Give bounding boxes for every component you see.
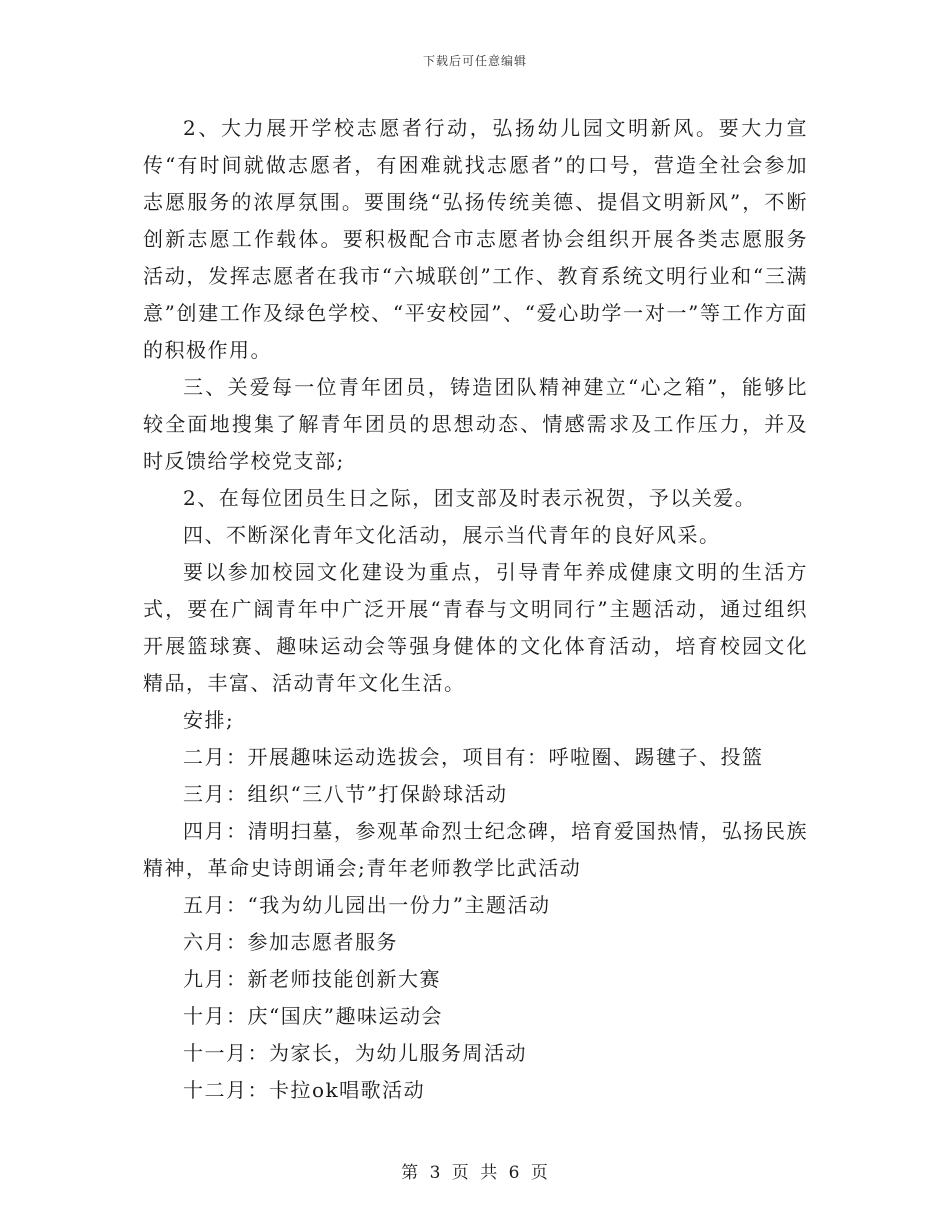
schedule-item-apr: 四月：清明扫墓，参观革命烈士纪念碑，培育爱国热情，弘扬民族精神，革命史诗朗诵会;青年老师教学比武活动 xyxy=(143,819,808,880)
schedule-item-may: 五月：“我为幼儿园出一份力”主题活动 xyxy=(183,893,551,917)
schedule-item-feb: 二月：开展趣味运动选拔会，项目有：呼啦圈、踢毽子、投篮 xyxy=(183,745,764,769)
paragraph-care-members: 三、关爱每一位青年团员，铸造团队精神建立“心之箱”，能够比较全面地搜集了解青年团员的思想动态、情感需求及工作压力，并及时反馈给学校党支部; xyxy=(143,375,808,473)
footer-suffix: 页 xyxy=(530,1163,549,1183)
paragraph-birthday: 2、在每位团员生日之际，团支部及时表示祝贺，予以关爱。 xyxy=(183,486,757,510)
footer-page-word: 页 xyxy=(451,1163,470,1183)
paragraph-culture-heading: 四、不断深化青年文化活动，展示当代青年的良好风采。 xyxy=(183,523,721,547)
footer-total-word: 共 xyxy=(480,1163,499,1183)
paragraph-culture-body: 要以参加校园文化建设为重点，引导青年养成健康文明的生活方式，要在广阔青年中广泛开展“青春与文明同行”主题活动，通过组织开展篮球赛、趣味运动会等强身健体的文化体育活动，培育校园文化精品，丰富、活动青年文化生活。 xyxy=(143,560,808,695)
document-body xyxy=(143,110,808,1109)
footer-prefix: 第 xyxy=(401,1163,420,1183)
footer-total-pages: 6 xyxy=(508,1163,521,1183)
schedule-item-oct: 十月：庆“国庆”趣味运动会 xyxy=(183,1004,443,1028)
paragraph-schedule-heading: 安排; xyxy=(183,708,235,732)
paragraph-volunteer: 2、大力展开学校志愿者行动，弘扬幼儿园文明新风。要大力宣传“有时间就做志愿者，有困难就找志愿者”的口号，营造全社会参加志愿服务的浓厚氛围。要围绕“弘扬传统美德、提倡文明新风”，不断创新志愿工作载体。要积极配合市志愿者协会组织开展各类志愿服务活动，发挥志愿者在我市“六城联创”工作、教育系统文明行业和“三满意”创建工作及绿色学校、“平安校园”、“爱心助学一对一”等工作方面的积极作用。 xyxy=(143,116,808,362)
schedule-item-sep: 九月：新老师技能创新大赛 xyxy=(183,967,441,991)
footer-current-page: 3 xyxy=(429,1163,442,1183)
header-note: 下载后可任意编辑 xyxy=(422,54,527,68)
schedule-item-mar: 三月：组织“三八节”打保龄球活动 xyxy=(183,782,508,806)
page-footer xyxy=(0,1158,950,1183)
schedule-item-jun: 六月：参加志愿者服务 xyxy=(183,930,398,954)
schedule-item-dec: 十二月：卡拉ok唱歌活动 xyxy=(183,1078,426,1102)
schedule-item-nov: 十一月：为家长，为幼儿服务周活动 xyxy=(183,1041,527,1065)
